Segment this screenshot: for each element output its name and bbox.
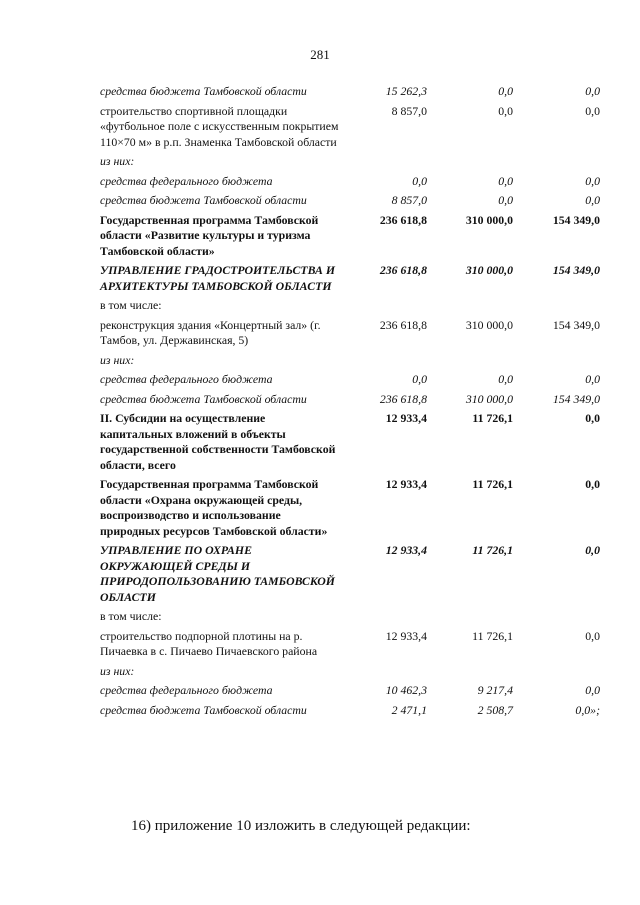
value-year-3-cell bbox=[513, 353, 600, 373]
value-year-1-cell bbox=[340, 664, 427, 684]
value-year-1-cell: 15 262,3 bbox=[385, 84, 427, 98]
page-number: 281 bbox=[310, 47, 330, 62]
value-year-3-cell: 0,0 bbox=[585, 543, 600, 557]
value-year-3-cell: 154 349,0 bbox=[552, 391, 600, 406]
value-year-2-cell: 310 000,0 bbox=[465, 212, 513, 227]
value-year-1-cell: 10 462,3 bbox=[385, 683, 427, 697]
row-name-cell: средства бюджета Тамбовской области bbox=[100, 391, 307, 406]
value-year-1-cell: 8 857,0 bbox=[391, 193, 427, 207]
row-name-cell: средства бюджета Тамбовской области bbox=[100, 702, 307, 717]
row-name-cell: средства федерального бюджета bbox=[100, 372, 273, 386]
value-year-3-cell: 154 349,0 bbox=[552, 212, 600, 227]
value-year-3-cell bbox=[513, 664, 600, 684]
table-row bbox=[100, 193, 600, 213]
value-year-3-cell: 0,0»; bbox=[575, 702, 600, 717]
value-year-3-cell: 0,0 bbox=[585, 411, 600, 425]
value-year-2-cell: 0,0 bbox=[498, 173, 513, 188]
value-year-3-cell: 0,0 bbox=[585, 683, 600, 697]
value-year-1-cell: 0,0 bbox=[412, 173, 427, 188]
table-row bbox=[100, 213, 600, 264]
table-row bbox=[100, 104, 600, 155]
value-year-1-cell bbox=[340, 298, 427, 318]
value-year-2-cell: 310 000,0 bbox=[465, 263, 513, 277]
table-row bbox=[100, 664, 600, 684]
value-year-3-cell bbox=[513, 298, 600, 318]
value-year-1-cell: 12 933,4 bbox=[385, 628, 427, 643]
value-year-3-cell: 154 349,0 bbox=[552, 317, 600, 332]
value-year-2-cell bbox=[427, 353, 513, 373]
value-year-1-cell: 0,0 bbox=[412, 372, 427, 386]
table-row bbox=[100, 629, 600, 664]
row-name-cell: Государственная программа Тамбовской области «Развитие культуры и туризма Тамбовской области» bbox=[100, 212, 319, 258]
value-year-2-cell: 0,0 bbox=[498, 193, 513, 207]
value-year-1-cell: 12 933,4 bbox=[385, 477, 427, 491]
table-row bbox=[100, 372, 600, 392]
value-year-2-cell: 11 726,1 bbox=[472, 543, 513, 557]
budget-table bbox=[100, 84, 600, 722]
value-year-3-cell bbox=[513, 609, 600, 629]
value-year-1-cell: 236 618,8 bbox=[379, 263, 427, 277]
value-year-3-cell: 0,0 bbox=[585, 372, 600, 386]
value-year-1-cell: 12 933,4 bbox=[385, 411, 427, 425]
row-name-cell: из них: bbox=[100, 663, 135, 678]
value-year-3-cell: 154 349,0 bbox=[552, 263, 600, 277]
table-row bbox=[100, 154, 600, 174]
row-name-cell: в том числе: bbox=[100, 609, 162, 623]
value-year-2-cell: 11 726,1 bbox=[472, 477, 513, 491]
value-year-3-cell: 0,0 bbox=[585, 477, 600, 491]
table-row bbox=[100, 298, 600, 318]
value-year-1-cell: 12 933,4 bbox=[385, 543, 427, 557]
value-year-1-cell: 8 857,0 bbox=[391, 103, 427, 118]
table-row bbox=[100, 683, 600, 703]
table-row bbox=[100, 609, 600, 629]
value-year-1-cell bbox=[340, 154, 427, 174]
table-row bbox=[100, 703, 600, 723]
row-name-cell: реконструкция здания «Концертный зал» (г. Тамбов, ул. Державинская, 5) bbox=[100, 317, 321, 347]
table-body bbox=[100, 84, 600, 722]
value-year-2-cell: 0,0 bbox=[498, 84, 513, 98]
row-name-cell: из них: bbox=[100, 352, 135, 367]
value-year-2-cell: 0,0 bbox=[498, 372, 513, 386]
value-year-2-cell: 0,0 bbox=[498, 103, 513, 118]
table-row bbox=[100, 543, 600, 609]
row-name-cell: средства федерального бюджета bbox=[100, 173, 273, 188]
value-year-1-cell: 236 618,8 bbox=[379, 317, 427, 332]
table-row bbox=[100, 84, 600, 104]
table-row bbox=[100, 318, 600, 353]
value-year-1-cell bbox=[340, 609, 427, 629]
table-row bbox=[100, 477, 600, 543]
table-row bbox=[100, 263, 600, 298]
value-year-3-cell: 0,0 bbox=[585, 628, 600, 643]
table-row bbox=[100, 411, 600, 477]
value-year-1-cell: 236 618,8 bbox=[379, 391, 427, 406]
value-year-2-cell: 11 726,1 bbox=[472, 628, 513, 643]
value-year-2-cell bbox=[427, 154, 513, 174]
value-year-2-cell bbox=[427, 298, 513, 318]
value-year-2-cell: 9 217,4 bbox=[477, 683, 513, 697]
value-year-1-cell: 2 471,1 bbox=[391, 702, 427, 717]
value-year-2-cell: 310 000,0 bbox=[465, 391, 513, 406]
value-year-1-cell bbox=[340, 353, 427, 373]
value-year-2-cell: 2 508,7 bbox=[477, 702, 513, 717]
value-year-3-cell: 0,0 bbox=[585, 193, 600, 207]
row-name-cell: УПРАВЛЕНИЕ ПО ОХРАНЕ ОКРУЖАЮЩЕЙ СРЕДЫ И ПРИРОДОПОЛЬЗОВАНИЮ ТАМБОВСКОЙ ОБЛАСТИ bbox=[100, 543, 335, 604]
value-year-2-cell: 310 000,0 bbox=[465, 317, 513, 332]
value-year-3-cell: 0,0 bbox=[585, 173, 600, 188]
row-name-cell: Государственная программа Тамбовской области «Охрана окружающей среды, воспроизводство и использование природных ресурсов Тамбовской области» bbox=[100, 477, 328, 538]
row-name-cell: средства бюджета Тамбовской области bbox=[100, 193, 307, 207]
row-name-cell: II. Субсидии на осуществление капитальных вложений в объекты государственной собственности Тамбовской области, всего bbox=[100, 411, 336, 472]
value-year-3-cell: 0,0 bbox=[585, 84, 600, 98]
row-name-cell: средства федерального бюджета bbox=[100, 683, 273, 697]
value-year-3-cell bbox=[513, 154, 600, 174]
row-name-cell: строительство подпорной плотины на р. Пичаевка в с. Пичаево Пичаевского района bbox=[100, 628, 318, 658]
table-row bbox=[100, 392, 600, 412]
row-name-cell: средства бюджета Тамбовской области bbox=[100, 84, 307, 98]
table-row bbox=[100, 353, 600, 373]
row-name-cell: из них: bbox=[100, 154, 135, 168]
row-name-cell: УПРАВЛЕНИЕ ГРАДОСТРОИТЕЛЬСТВА И АРХИТЕКТУРЫ ТАМБОВСКОЙ ОБЛАСТИ bbox=[100, 263, 336, 293]
value-year-1-cell: 236 618,8 bbox=[379, 212, 427, 227]
table-row bbox=[100, 174, 600, 194]
value-year-2-cell bbox=[427, 664, 513, 684]
row-name-cell: в том числе: bbox=[100, 298, 162, 312]
value-year-2-cell bbox=[427, 609, 513, 629]
row-name-cell: строительство спортивной площадки «футбольное поле с искусственным покрытием 110×70 м» в р.п. Знаменка Тамбовской области bbox=[100, 103, 339, 149]
amendment-text: 16) приложение 10 изложить в следующей редакции: bbox=[131, 818, 471, 834]
value-year-2-cell: 11 726,1 bbox=[472, 411, 513, 425]
value-year-3-cell: 0,0 bbox=[585, 103, 600, 118]
